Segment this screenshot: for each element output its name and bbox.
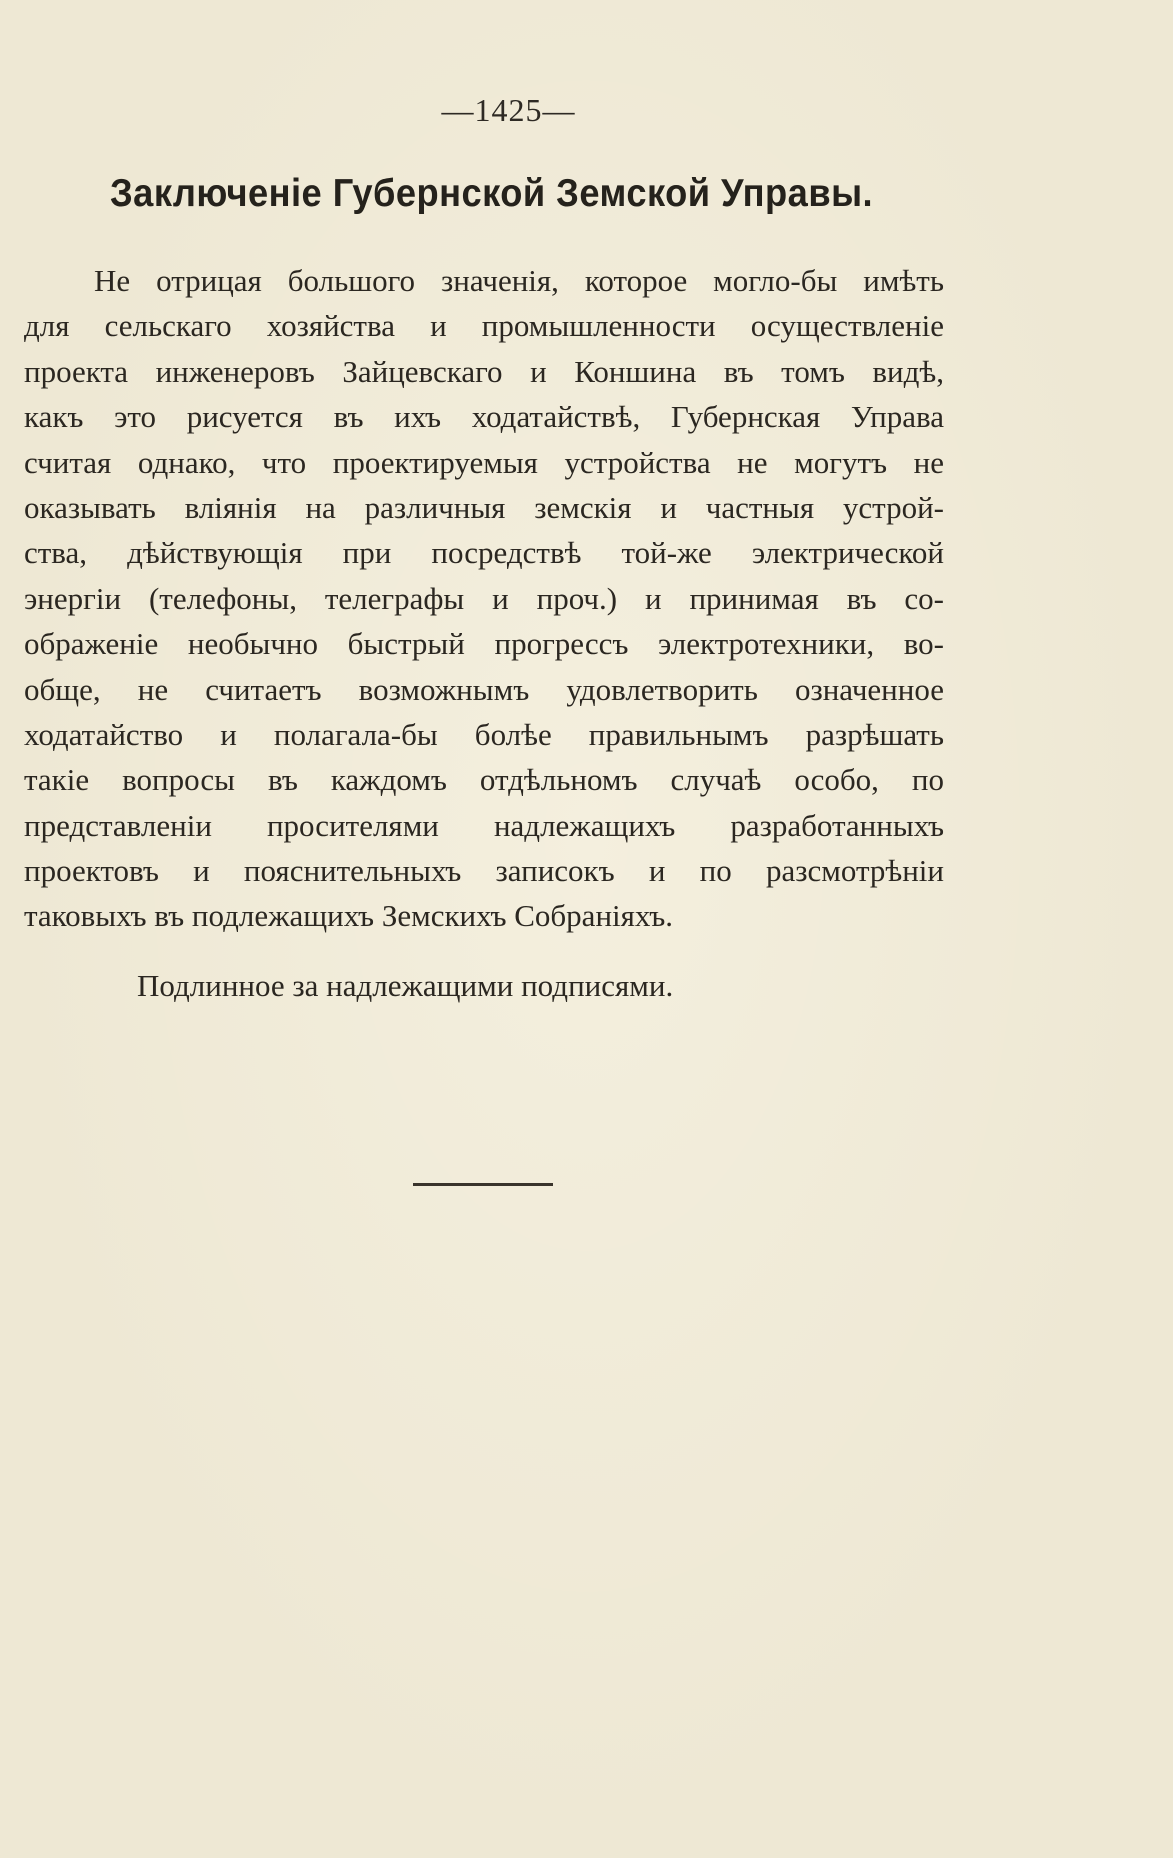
paragraph-line: ходатайство и полагала-бы болѣе правильнымъ разрѣшать <box>24 716 944 752</box>
signature-note: Подлинное за надлежащими подписями. <box>137 968 674 1003</box>
paragraph <box>24 258 944 939</box>
page-number <box>0 92 1173 129</box>
paragraph-line: ображеніе необычно быстрый прогрессъ электротехники, во- <box>24 626 944 662</box>
paragraph-line: таковыхъ въ подлежащихъ Земскихъ Собраніяхъ. <box>24 898 674 934</box>
paragraph-line: представленіи просителями надлежащихъ разработанныхъ <box>24 807 944 843</box>
paragraph-line: для сельскаго хозяйства и промышленности осуществленіе <box>24 308 944 344</box>
paragraph-line: какъ это рисуется въ ихъ ходатайствѣ, Губернская Управа <box>24 399 944 435</box>
paragraph-line: энергіи (телефоны, телеграфы и проч.) и принимая въ со- <box>24 580 944 616</box>
closing-rule <box>413 1183 553 1186</box>
paragraph-line: ства, дѣйствующія при посредствѣ той-же электрической <box>24 535 944 571</box>
paragraph-line: проектовъ и пояснительныхъ записокъ и по разсмотрѣніи <box>24 853 944 889</box>
paragraph-line: проекта инженеровъ Зайцевскаго и Коншина въ томъ видѣ, <box>24 353 944 389</box>
paragraph-line: Не отрицая большого значенія, которое могло-бы имѣть <box>94 263 944 298</box>
paragraph-line: оказывать вліянія на различныя земскія и частныя устрой- <box>24 489 944 525</box>
paragraph-line: считая однако, что проектируемыя устройства не могутъ не <box>24 444 944 480</box>
paragraph-line: такіе вопросы въ каждомъ отдѣльномъ случаѣ особо, по <box>24 762 944 798</box>
paragraph-line: обще, не считаетъ возможнымъ удовлетворить означенное <box>24 671 944 707</box>
section-heading: Заключеніе Губернской Земской Управы. <box>110 172 874 215</box>
page-number-text: —1425— <box>441 92 576 128</box>
